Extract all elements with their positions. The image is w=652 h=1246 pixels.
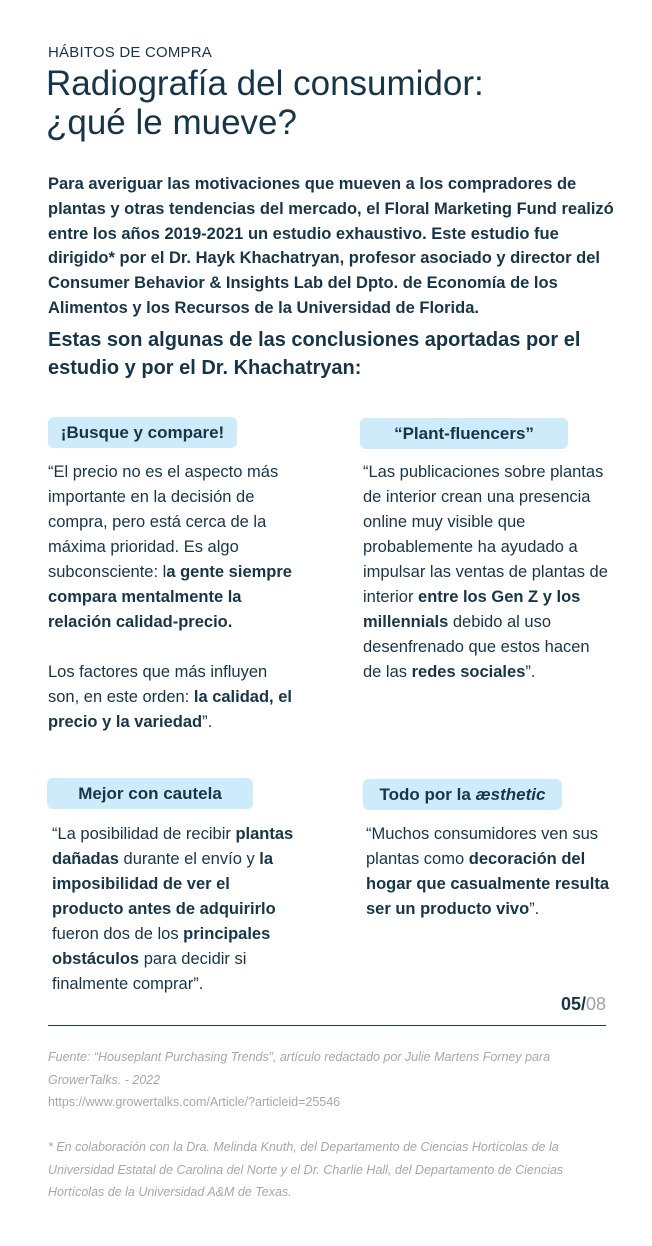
aesthetic-heading-italic: æsthetic: [475, 785, 546, 804]
section-heading-aesthetic: [363, 779, 562, 810]
page-current: 05/: [560, 994, 586, 1014]
page-total: 08: [585, 994, 606, 1014]
cautela-text-3: fueron dos de los: [52, 925, 184, 943]
title-line-2: ¿qué le mueve?: [46, 103, 297, 142]
cautela-text-2: durante el envío y: [118, 850, 260, 868]
busque-text-3: ”.: [202, 713, 213, 731]
section-heading-busque: ¡Busque y compare!: [48, 417, 237, 448]
eyebrow-label: HÁBITOS DE COMPRA: [48, 44, 212, 61]
footer-divider: [48, 1025, 606, 1026]
plant-text-1: “Las publicaciones sobre plantas de interior crean una presencia online muy visible que probablemente ha ayudado a impulsar las ventas de plantas de interior: [363, 463, 608, 606]
aesthetic-highlight-1: decoración del hogar que casualmente resulta ser un producto vivo: [366, 850, 609, 918]
section-body-busque: [48, 460, 296, 735]
plant-text-3: ”.: [525, 663, 536, 681]
aesthetic-text-2: ”.: [529, 900, 540, 918]
cautela-highlight-3: principales obstáculos: [52, 925, 271, 968]
plant-highlight-2: redes sociales: [411, 663, 526, 681]
intro-paragraph: Para averiguar las motivaciones que mueven a los compradores de plantas y otras tendencias del mercado, el Floral Marketing Fund realizó entre los años 2019-2021 un estudio exhaustivo. Este estudio fue dirigido* por el Dr. Hayk Khachatryan, profesor asociado y director del Consumer Behavior & Insights Lab del Dpto. de Economía de los Alimentos y los Recursos de la Universidad de Florida.: [48, 175, 614, 317]
source-url[interactable]: https://www.growertalks.com/Article/?articleid=25546: [48, 1095, 341, 1109]
section-heading-cautela: Mejor con cautela: [47, 778, 253, 809]
cautela-text-4: para decidir si finalmente comprar”.: [52, 950, 247, 993]
busque-text-2: Los factores que más influyen son, en este orden:: [48, 663, 268, 706]
busque-highlight-1: a gente siempre compara mentalmente la relación calidad-precio.: [48, 563, 292, 631]
footer-source: [48, 1046, 608, 1114]
conclusions-subheading: Estas son algunas de las conclusiones aportadas por el estudio y por el Dr. Khachatryan:: [48, 329, 581, 379]
footer-note: * En colaboración con la Dra. Melinda Knuth, del Departamento de Ciencias Hortícolas de la Universidad Estatal de Carolina del Norte y el Dr. Charlie Hall, del Departamento de Ciencias Hortícolas de la Universidad A&M de Texas.: [48, 1140, 564, 1199]
busque-text-1: “El precio no es el aspecto más importante en la decisión de compra, pero está cerca de la máxima prioridad. Es algo subconsciente: l: [48, 463, 279, 581]
section-heading-plant-fluencers: “Plant-fluencers”: [360, 418, 568, 449]
cautela-text-1: “La posibilidad de recibir: [52, 825, 236, 843]
aesthetic-heading-text: Todo por la: [379, 785, 476, 804]
section-body-plant-fluencers: [363, 460, 611, 685]
section-body-cautela: [52, 822, 298, 997]
plant-highlight-1: entre los Gen Z y los millennials: [363, 588, 581, 631]
source-citation: Fuente: “Houseplant Purchasing Trends”, artículo redactado por Julie Martens Forney para GrowerTalks. - 2022: [48, 1050, 551, 1087]
plant-text-2: debido al uso desenfrenado que estos hacen de las: [363, 613, 590, 681]
page-title: [46, 64, 626, 142]
page-number: [561, 994, 606, 1015]
aesthetic-text-1: “Muchos consumidores ven sus plantas como: [366, 825, 599, 868]
busque-highlight-2: la calidad, el precio y la variedad: [48, 688, 292, 731]
section-body-aesthetic: [366, 822, 612, 922]
cautela-highlight-1: plantas dañadas: [52, 825, 294, 868]
cautela-highlight-2: la imposibilidad de ver el producto antes de adquirirlo: [52, 850, 276, 918]
title-line-1: Radiografía del consumidor:: [46, 64, 484, 103]
